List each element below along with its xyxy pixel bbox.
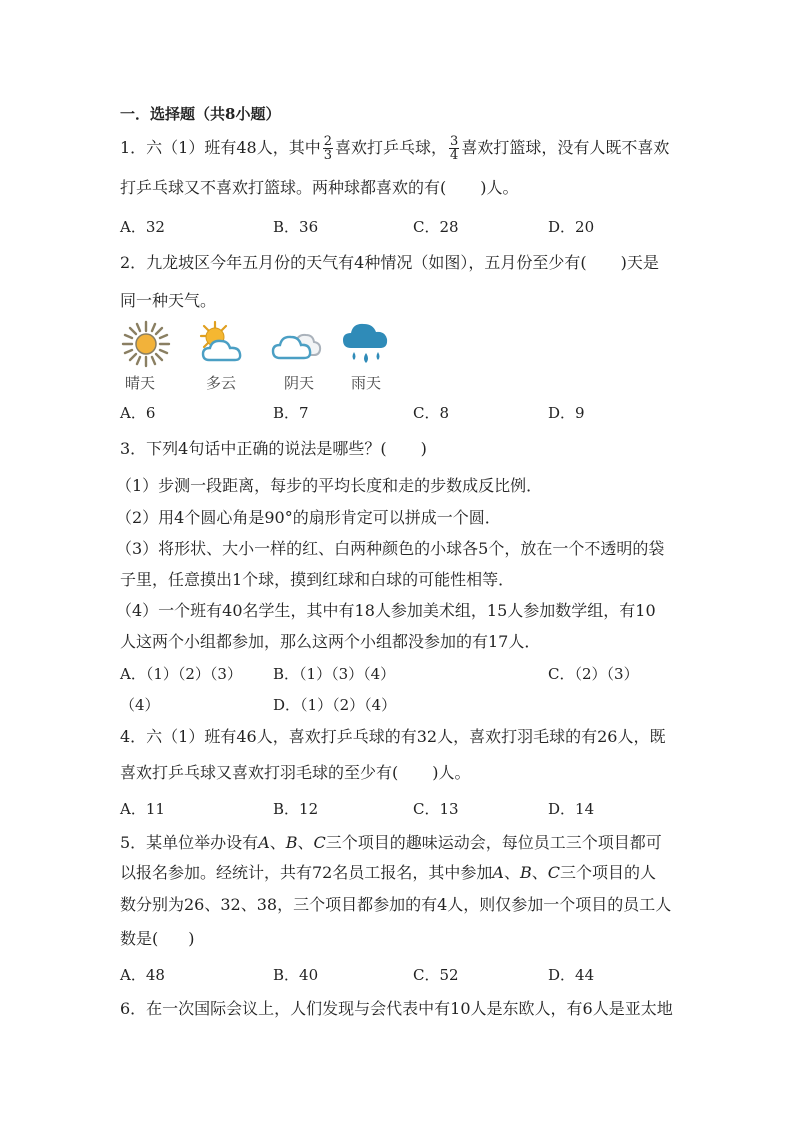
q4-option-a[interactable]: A．11 — [120, 800, 165, 818]
q3-text: 3．下列4句话中正确的说法是哪些？( — [120, 439, 387, 458]
var-c: C — [547, 863, 560, 882]
question-5-line-4 — [120, 928, 195, 950]
question-4-line-1: 4．六（1）班有46人，喜欢打乒乓球的有32人，喜欢打羽毛球的有26人，既 — [120, 727, 666, 746]
var-a: A — [258, 833, 270, 852]
var-c: C — [313, 833, 326, 852]
section-title: 一．选择题（共8小题） — [120, 105, 281, 123]
q4-option-b[interactable]: B．12 — [273, 800, 319, 818]
q5-sep: 、 — [531, 863, 548, 882]
q5-option-a[interactable]: A．48 — [120, 966, 165, 984]
q3-option-c-continued: （4） — [120, 696, 160, 714]
frac-numerator: 2 — [323, 134, 333, 149]
q3-statement-2: （2）用4个圆心角是90°的扇形肯定可以拼成一个圆． — [116, 508, 501, 527]
var-a: A — [492, 863, 504, 882]
q5-text: 5．某单位举办设有 — [120, 833, 259, 852]
q3-statement-3-line-2: 子里，任意摸出1个球，摸到红球和白球的可能性相等． — [120, 570, 515, 589]
q4-text: )人。 — [432, 763, 471, 782]
q4-option-c[interactable]: C．13 — [413, 800, 459, 818]
var-b: B — [285, 833, 298, 852]
question-5-line-3: 数分别为26、32、38，三个项目都参加的有4人，则仅参加一个项目的员工人 — [120, 895, 672, 914]
weather-label-cloudy: 多云 — [206, 374, 237, 392]
q3-option-c[interactable]: C．（2）（3） — [548, 665, 639, 683]
q5-text: 三个项目的趣味运动会，每位员工三个项目都可 — [325, 833, 662, 852]
q2-text: 2．九龙坡区今年五月份的天气有4种情况（如图），五月份至少有( — [120, 253, 587, 272]
q1-text: 喜欢打乒乓球， — [335, 138, 448, 157]
q3-statement-4-line-1: （4）一个班有40名学生，其中有18人参加美术组，15人参加数学组，有10 — [116, 601, 656, 620]
question-3-stem — [120, 438, 427, 460]
q4-option-d[interactable]: D．14 — [548, 800, 595, 818]
question-5-line-1 — [120, 832, 662, 854]
q3-statement-1: （1）步测一段距离，每步的平均长度和走的步数成反比例． — [116, 476, 543, 495]
q1-option-b[interactable]: B．36 — [273, 218, 319, 236]
weather-label-overcast: 阴天 — [284, 374, 315, 392]
q5-sep: 、 — [269, 833, 286, 852]
question-2-line-2: 同一种天气。 — [120, 291, 217, 310]
var-b: B — [519, 863, 532, 882]
q2-option-a[interactable]: A．6 — [120, 404, 156, 422]
q5-text: 三个项目的人 — [559, 863, 656, 882]
q1-option-d[interactable]: D．20 — [548, 218, 595, 236]
fraction-2-3 — [323, 135, 333, 162]
q2-option-c[interactable]: C．8 — [413, 404, 450, 422]
partly-cloudy-icon — [195, 320, 247, 368]
q3-statement-3-line-1: （3）将形状、大小一样的红、白两种颜色的小球各5个，放在一个不透明的袋 — [116, 539, 665, 558]
q5-text: 数是( — [120, 929, 159, 948]
frac-denominator: 4 — [450, 148, 459, 163]
sun-icon — [120, 320, 172, 368]
cloud-icon — [270, 320, 322, 368]
q2-text: )天是 — [620, 253, 659, 272]
q3-text: ) — [420, 439, 427, 458]
question-6-line-1: 6．在一次国际会议上，人们发现与会代表中有10人是东欧人，有6人是亚太地 — [120, 999, 673, 1018]
fraction-3-4 — [449, 135, 459, 162]
q5-text: 以报名参加。经统计，共有72名员工报名，其中参加 — [120, 863, 493, 882]
question-2-line-1 — [120, 252, 659, 274]
q1-text: )人。 — [480, 178, 519, 197]
q5-option-b[interactable]: B．40 — [273, 966, 319, 984]
q1-option-a[interactable]: A．32 — [120, 218, 165, 236]
frac-denominator: 3 — [323, 148, 333, 163]
q3-option-a[interactable]: A．（1）（2）（3） — [120, 665, 242, 683]
q1-text: 喜欢打篮球，没有人既不喜欢 — [461, 138, 670, 157]
q3-option-d[interactable]: D．（1）（2）（4） — [273, 696, 397, 714]
q4-text: 喜欢打乒乓球又喜欢打羽毛球的至少有( — [120, 763, 399, 782]
q2-option-d[interactable]: D．9 — [548, 404, 585, 422]
q1-text: 打乒乓球又不喜欢打篮球。两种球都喜欢的有( — [120, 178, 447, 197]
question-5-line-2 — [120, 862, 656, 884]
frac-numerator: 3 — [450, 134, 459, 149]
q5-option-c[interactable]: C．52 — [413, 966, 459, 984]
weather-label-sunny: 晴天 — [125, 374, 156, 392]
question-4-line-2 — [120, 762, 471, 784]
q5-text: ) — [188, 929, 195, 948]
q1-option-c[interactable]: C．28 — [413, 218, 459, 236]
question-1-line-1 — [120, 135, 669, 162]
q1-text: 1．六（1）班有48人，其中 — [120, 138, 321, 157]
rain-icon — [340, 320, 392, 368]
q5-option-d[interactable]: D．44 — [548, 966, 595, 984]
question-1-line-2 — [120, 177, 519, 199]
weather-label-rain: 雨天 — [351, 374, 382, 392]
q2-option-b[interactable]: B．7 — [273, 404, 309, 422]
q3-option-b[interactable]: B．（1）（3）（4） — [273, 665, 396, 683]
q3-statement-4-line-2: 人这两个小组都参加，那么这两个小组都没参加的有17人． — [120, 632, 541, 651]
q5-sep: 、 — [503, 863, 520, 882]
q5-sep: 、 — [297, 833, 314, 852]
